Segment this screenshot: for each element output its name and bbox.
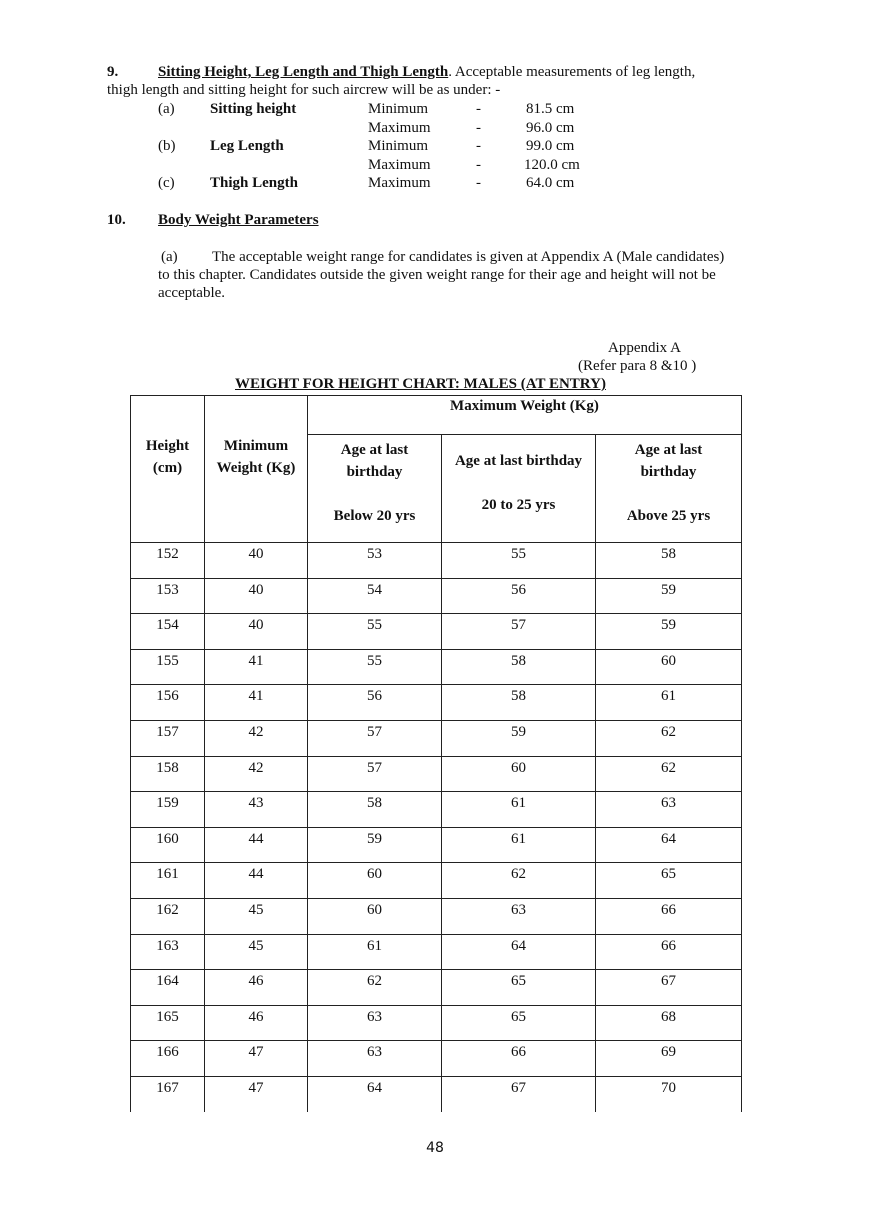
cell-above-25: 62 [596,756,742,792]
measurement-kind: Maximum [368,175,431,191]
cell-height: 158 [131,756,205,792]
cell-above-25: 67 [596,970,742,1006]
cell-20-to-25: 57 [442,614,596,650]
cell-20-to-25: 62 [442,863,596,899]
table-row [131,1005,743,1041]
cell-below-20: 60 [308,863,442,899]
cell-height: 157 [131,720,205,756]
cell-20-to-25: 67 [442,1076,596,1112]
table-row [131,827,743,863]
cell-below-20: 59 [308,827,442,863]
chart-title: WEIGHT FOR HEIGHT CHART: MALES (AT ENTRY) [235,376,606,392]
cell-height: 156 [131,685,205,721]
table-row [131,1041,743,1077]
table-row [131,543,743,579]
table-row [131,1076,743,1112]
cell-height: 155 [131,649,205,685]
cell-below-20: 55 [308,649,442,685]
table-row [131,756,743,792]
cell-min-weight: 45 [205,898,308,934]
cell-20-to-25: 65 [442,1005,596,1041]
cell-20-to-25: 58 [442,649,596,685]
cell-above-25: 70 [596,1076,742,1112]
cell-height: 159 [131,792,205,828]
cell-min-weight: 47 [205,1041,308,1077]
cell-height: 161 [131,863,205,899]
section-10-heading: Body Weight Parameters [158,212,319,228]
measurement-kind: Minimum [368,101,429,117]
cell-min-weight: 46 [205,970,308,1006]
table-row [131,649,743,685]
cell-height: 160 [131,827,205,863]
measurement-row [0,119,870,137]
table-row [131,614,743,650]
measurement-value: 81.5 cm [526,101,575,117]
cell-above-25: 69 [596,1041,742,1077]
table-row [131,898,743,934]
page-number: 48 [426,1140,444,1156]
section-9-text-line1: . Acceptable measurements of leg length, [448,64,696,80]
measurement-row [0,137,870,155]
cell-above-25: 61 [596,685,742,721]
section-9-intro [158,64,695,81]
cell-height: 165 [131,1005,205,1041]
header-height-top [131,396,205,435]
cell-below-20: 55 [308,614,442,650]
col-header-below-20 [308,435,442,543]
cell-above-25: 66 [596,898,742,934]
cell-20-to-25: 58 [442,685,596,721]
col-a-line2: birthday [346,464,403,480]
cell-20-to-25: 64 [442,934,596,970]
cell-height: 163 [131,934,205,970]
header-min-top [205,396,308,435]
cell-20-to-25: 65 [442,970,596,1006]
cell-min-weight: 47 [205,1076,308,1112]
table-row [131,792,743,828]
table-row [131,685,743,721]
cell-height: 164 [131,970,205,1006]
col-header-20-to-25 [442,435,596,543]
cell-min-weight: 42 [205,720,308,756]
cell-min-weight: 43 [205,792,308,828]
cell-above-25: 60 [596,649,742,685]
col-a-line3: Below 20 yrs [333,508,416,524]
cell-height: 154 [131,614,205,650]
cell-min-weight: 41 [205,649,308,685]
table-row [131,720,743,756]
cell-above-25: 59 [596,578,742,614]
cell-below-20: 63 [308,1041,442,1077]
cell-min-weight: 41 [205,685,308,721]
col-c-line1: Age at last [634,442,703,458]
measurement-name: Leg Length [210,138,284,154]
table-row [131,934,743,970]
cell-min-weight: 44 [205,827,308,863]
cell-above-25: 58 [596,543,742,579]
measurement-value: 96.0 cm [526,119,575,136]
section-10-para-label: (a) [161,249,178,265]
cell-below-20: 57 [308,720,442,756]
measurement-kind: Maximum [368,119,431,136]
section-10-para-line2: to this chapter. Candidates outside the given weight range for their age and height will not be [158,267,716,283]
cell-below-20: 57 [308,756,442,792]
cell-above-25: 65 [596,863,742,899]
col-min-line2: Weight (Kg) [216,459,296,476]
cell-min-weight: 40 [205,543,308,579]
section-10-para-line3: acceptable. [158,285,226,301]
col-b-line1: Age at last birthday [454,453,583,469]
cell-20-to-25: 60 [442,756,596,792]
cell-height: 162 [131,898,205,934]
cell-height: 167 [131,1076,205,1112]
measurement-row [0,174,870,192]
cell-above-25: 63 [596,792,742,828]
col-height-line1: Height [145,437,190,454]
section-9-heading: Sitting Height, Leg Length and Thigh Length [158,64,449,80]
cell-min-weight: 46 [205,1005,308,1041]
measurement-name: Sitting height [210,101,297,117]
cell-20-to-25: 59 [442,720,596,756]
col-a-line1: Age at last [340,442,409,458]
measurement-kind: Minimum [368,138,429,154]
col-header-min-weight [205,435,308,543]
cell-below-20: 56 [308,685,442,721]
table-row [131,863,743,899]
col-b-line2: 20 to 25 yrs [481,497,556,513]
cell-20-to-25: 56 [442,578,596,614]
measurement-value: 120.0 cm [524,156,580,173]
col-min-line1: Minimum [223,437,289,454]
cell-min-weight: 40 [205,614,308,650]
cell-min-weight: 45 [205,934,308,970]
measurement-label: (c) [158,175,175,191]
col-c-line2: birthday [640,464,697,480]
appendix-ref: (Refer para 8 &10 ) [578,358,697,374]
measurement-dash: - [476,175,481,191]
appendix-title: Appendix A [608,340,681,356]
weight-for-height-table [130,395,743,1112]
cell-below-20: 63 [308,1005,442,1041]
cell-20-to-25: 61 [442,827,596,863]
cell-min-weight: 42 [205,756,308,792]
measurement-kind: Maximum [368,156,431,173]
cell-height: 166 [131,1041,205,1077]
cell-height: 153 [131,578,205,614]
col-header-above-25 [596,435,742,543]
cell-above-25: 64 [596,827,742,863]
section-9-text-line2: thigh length and sitting height for such aircrew will be as under: - [107,82,501,98]
cell-below-20: 61 [308,934,442,970]
measurement-dash: - [476,156,481,173]
section-9-number: 9. [107,64,119,80]
cell-20-to-25: 55 [442,543,596,579]
measurement-value: 99.0 cm [526,138,575,154]
col-header-height [131,435,205,543]
cell-below-20: 54 [308,578,442,614]
measurement-row [0,100,870,118]
col-height-line2: (cm) [152,459,183,476]
cell-height: 152 [131,543,205,579]
cell-below-20: 64 [308,1076,442,1112]
cell-above-25: 68 [596,1005,742,1041]
measurement-dash: - [476,119,481,136]
measurement-row [0,156,870,174]
cell-above-25: 62 [596,720,742,756]
table-row [131,578,743,614]
cell-min-weight: 40 [205,578,308,614]
cell-above-25: 66 [596,934,742,970]
measurement-label: (a) [158,101,175,117]
col-c-line3: Above 25 yrs [626,508,711,524]
table-row [131,970,743,1006]
measurement-dash: - [476,101,481,117]
section-10-number: 10. [107,212,126,228]
cell-20-to-25: 61 [442,792,596,828]
measurement-value: 64.0 cm [526,175,575,191]
cell-20-to-25: 63 [442,898,596,934]
cell-above-25: 59 [596,614,742,650]
measurement-label: (b) [158,138,176,154]
max-weight-group-header: Maximum Weight (Kg) [308,396,742,435]
cell-min-weight: 44 [205,863,308,899]
section-10-para-line1: The acceptable weight range for candidates is given at Appendix A (Male candidates) [212,249,725,265]
cell-below-20: 62 [308,970,442,1006]
cell-below-20: 60 [308,898,442,934]
cell-20-to-25: 66 [442,1041,596,1077]
cell-below-20: 53 [308,543,442,579]
measurement-dash: - [476,138,481,154]
cell-below-20: 58 [308,792,442,828]
measurement-name: Thigh Length [210,175,298,191]
